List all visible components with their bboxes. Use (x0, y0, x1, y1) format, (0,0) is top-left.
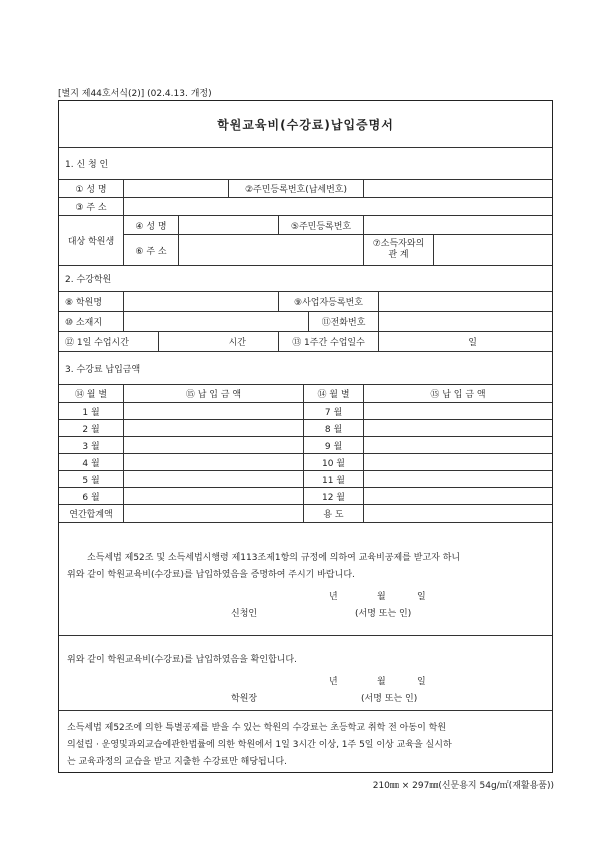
table-row (59, 454, 552, 471)
request-year: 년 (329, 592, 338, 602)
confirm-month: 월 (377, 677, 386, 687)
annual-total-label: 연간합계액 (59, 505, 124, 522)
student-address-row (124, 235, 552, 265)
amount-field[interactable] (124, 471, 304, 487)
month-cell: 2 월 (59, 420, 124, 436)
request-month: 월 (377, 592, 386, 602)
usage-field[interactable] (364, 505, 552, 522)
section3-heading: 3. 수강료 납입금액 (65, 364, 141, 375)
form-title: 학원교육비(수강료)납입증명서 (217, 117, 394, 132)
section3-heading-row (59, 352, 552, 385)
amount-field[interactable] (124, 420, 304, 436)
student-label: 대상 학원생 (59, 216, 124, 265)
note-line1: 소득세법 제52조에 의한 특별공제를 받을 수 있는 학원의 수강료는 초등학교 취학 전 아동이 학원 (67, 723, 447, 733)
applicant-name-field[interactable] (124, 180, 229, 197)
amount-field[interactable] (124, 403, 304, 419)
days-unit: 일 (468, 338, 477, 348)
location-field[interactable] (124, 312, 309, 331)
applicant-label: 신청인 (231, 609, 258, 619)
amount-field[interactable] (364, 403, 552, 419)
table-row (59, 437, 552, 454)
section1-heading: 1. 신 청 인 (65, 160, 109, 170)
director-label: 학원장 (231, 694, 258, 704)
month-cell: 12 월 (304, 488, 364, 504)
annual-total-field[interactable] (124, 505, 304, 522)
month-cell: 7 월 (304, 403, 364, 419)
confirm-year: 년 (329, 677, 338, 687)
month-cell: 5 월 (59, 471, 124, 487)
location-label: ⑩ 소재지 (59, 312, 124, 331)
title-row (59, 101, 552, 148)
request-text-line2: 위와 같이 학원교육비(수강료)를 납입하였음을 증명하여 주시기 바랍니다. (67, 570, 355, 580)
director-sign[interactable]: (서명 또는 인) (361, 694, 418, 704)
amount-field[interactable] (124, 454, 304, 470)
form-number: [별지 제44호서식(2)] (02.4.13. 개정) (58, 89, 212, 99)
confirm-text: 위와 같이 학원교육비(수강료)를 납입하였음을 확인합니다. (67, 655, 297, 665)
month-cell: 8 월 (304, 420, 364, 436)
daily-hours-label: ⑫ 1일 수업시간 (59, 332, 159, 351)
phone-field[interactable] (379, 312, 552, 331)
month-header-right: ⑭ 월 별 (304, 385, 364, 402)
academy-name-row (59, 292, 552, 312)
month-header-left: ⑭ 월 별 (59, 385, 124, 402)
request-text-line1: 소득세법 제52조 및 소득세법시행령 제113조제1항의 규정에 의하여 교육비공제를 받고자 하니 (87, 553, 461, 563)
applicant-address-label: ③ 주 소 (59, 198, 124, 215)
student-name-row (124, 216, 552, 235)
business-no-label: ⑨사업자등록번호 (279, 292, 379, 311)
request-block (59, 523, 552, 636)
payment-table-header (59, 385, 552, 403)
annual-total-row (59, 505, 552, 523)
request-day: 일 (417, 592, 426, 602)
amount-field[interactable] (364, 454, 552, 470)
phone-label: ⑪전화번호 (309, 312, 379, 331)
month-cell: 4 월 (59, 454, 124, 470)
month-cell: 9 월 (304, 437, 364, 453)
academy-name-field[interactable] (124, 292, 279, 311)
amount-field[interactable] (124, 437, 304, 453)
usage-label: 용 도 (304, 505, 364, 522)
academy-name-label: ⑧ 학원명 (59, 292, 124, 311)
student-name-label: ④ 성 명 (124, 216, 179, 234)
applicant-address-field[interactable] (124, 198, 552, 215)
relation-label-line2: 관 계 (388, 250, 409, 260)
business-no-field[interactable] (379, 292, 552, 311)
applicant-id-label: ②주민등록번호(납세번호) (229, 180, 364, 197)
student-id-field[interactable] (364, 216, 552, 234)
month-cell: 10 월 (304, 454, 364, 470)
confirm-day: 일 (417, 677, 426, 687)
relation-field[interactable] (434, 235, 552, 265)
amount-field[interactable] (364, 420, 552, 436)
amount-field[interactable] (364, 471, 552, 487)
applicant-sign[interactable]: (서명 또는 인) (355, 609, 412, 619)
student-address-field[interactable] (179, 235, 364, 265)
relation-label-line1: ⑦소득자와의 (372, 239, 425, 249)
paper-spec: 210㎜ × 297㎜(신문용지 54g/㎡(재활용품)) (372, 781, 554, 791)
amount-field[interactable] (364, 437, 552, 453)
month-cell: 1 월 (59, 403, 124, 419)
amount-field[interactable] (124, 488, 304, 504)
section2-heading-row (59, 266, 552, 292)
student-id-label: ⑤주민등록번호 (279, 216, 364, 234)
month-cell: 3 월 (59, 437, 124, 453)
weekly-days-field[interactable] (379, 332, 552, 351)
table-row (59, 488, 552, 505)
amount-field[interactable] (364, 488, 552, 504)
section2-heading: 2. 수강학원 (65, 275, 112, 285)
note-line3: 는 교육과정의 교습을 받고 지출한 수강료만 해당됩니다. (67, 757, 287, 767)
amount-header-right: ⑮ 납 입 금 액 (430, 390, 486, 400)
table-row (59, 420, 552, 437)
certificate-form (58, 100, 553, 773)
note-block (59, 711, 552, 772)
student-block (59, 216, 552, 266)
student-name-field[interactable] (179, 216, 279, 234)
applicant-name-label: ① 성 명 (59, 180, 124, 197)
relation-label (364, 235, 434, 265)
table-row (59, 403, 552, 420)
section1-heading-row (59, 148, 552, 180)
location-row (59, 312, 552, 332)
student-address-label: ⑥ 주 소 (124, 235, 179, 265)
month-cell: 11 월 (304, 471, 364, 487)
note-line2: 의설립 · 운영및과외교습에관한법률에 의한 학원에서 1일 3시간 이상, 1주 5일 이상 교육을 실시하 (67, 740, 452, 750)
confirm-block (59, 636, 552, 711)
applicant-address-row (59, 198, 552, 216)
applicant-row (59, 180, 552, 198)
schedule-row (59, 332, 552, 352)
applicant-id-field[interactable] (364, 180, 552, 197)
table-row (59, 471, 552, 488)
amount-header-left: ⑮ 납 입 금 액 (124, 385, 304, 402)
weekly-days-label: ⑬ 1주간 수업일수 (279, 332, 379, 351)
month-cell: 6 월 (59, 488, 124, 504)
hours-unit: 시간 (228, 338, 246, 348)
daily-hours-field[interactable] (159, 332, 279, 351)
